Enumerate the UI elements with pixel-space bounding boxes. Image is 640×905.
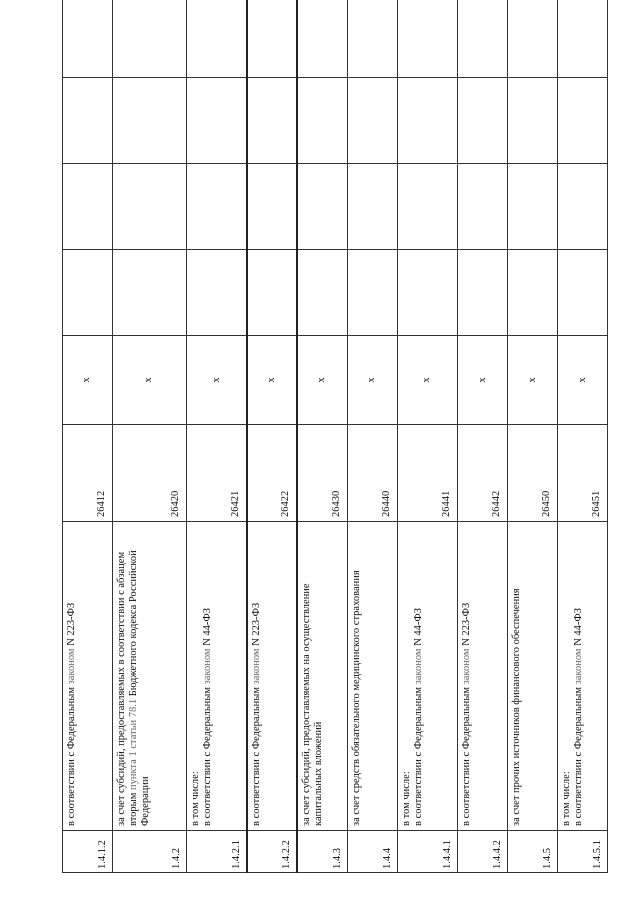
row-name xyxy=(112,522,186,831)
row-name-text: в том числе: в соответствии с Федеральным xyxy=(400,687,424,826)
table-row xyxy=(397,0,458,873)
row-name xyxy=(63,522,113,831)
empty-cell xyxy=(187,0,248,78)
row-x-mark: x xyxy=(63,336,113,425)
row-x-mark: x xyxy=(112,336,186,425)
empty-cell xyxy=(297,78,347,164)
empty-cell xyxy=(297,250,347,336)
empty-cell xyxy=(247,250,297,336)
row-name xyxy=(187,522,248,831)
empty-cell xyxy=(397,250,458,336)
empty-cell xyxy=(112,0,186,78)
row-name-text: за счет прочих источников финансового обеспечения xyxy=(511,588,523,826)
law-link[interactable]: законом xyxy=(573,648,585,685)
empty-cell xyxy=(508,0,558,78)
empty-cell xyxy=(297,164,347,250)
row-name xyxy=(297,522,347,831)
empty-cell xyxy=(247,78,297,164)
row-x-mark: x xyxy=(297,336,347,425)
law-link[interactable]: пункта 1 статьи 78.1 xyxy=(127,698,139,791)
empty-cell xyxy=(347,250,397,336)
law-link[interactable]: законом xyxy=(202,648,214,685)
empty-cell xyxy=(458,0,508,78)
table-row xyxy=(458,0,508,873)
row-name-tail: Бюджетного кодекса Российской Федерации xyxy=(127,550,151,826)
row-code: 1.4.2 xyxy=(112,831,186,873)
rotated-page xyxy=(62,49,608,873)
row-number: 26442 xyxy=(458,425,508,522)
row-name-text: в соответствии с Федеральным xyxy=(461,684,473,826)
table-row xyxy=(112,0,186,873)
law-link[interactable]: законом xyxy=(251,648,263,685)
row-name xyxy=(508,522,558,831)
empty-cell xyxy=(397,0,458,78)
row-x-mark: x xyxy=(558,336,608,425)
empty-cell xyxy=(508,78,558,164)
empty-cell xyxy=(347,164,397,250)
row-code: 1.4.5.1 xyxy=(558,831,608,873)
row-name-text: в соответствии с Федеральным xyxy=(251,684,263,826)
row-code: 1.4.2.2 xyxy=(247,831,297,873)
table-row xyxy=(247,0,297,873)
empty-cell xyxy=(558,164,608,250)
row-name-text: за счет средств обязательного медицинского страхования xyxy=(350,570,362,826)
row-name-text: за счет субсидий, предоставляемых в соответствии с абзацем вторым xyxy=(115,551,139,826)
row-name-text: в соответствии с Федеральным xyxy=(66,684,77,826)
row-name-tail: N 223-ФЗ xyxy=(66,602,77,649)
row-name-tail: N 44-ФЗ xyxy=(412,608,424,649)
row-name-text: в том числе: в соответствии с Федеральным xyxy=(561,687,585,826)
row-name-text: в том числе: в соответствии с Федеральным xyxy=(190,687,214,826)
law-link[interactable]: законом xyxy=(412,648,424,685)
table-row xyxy=(558,0,608,873)
row-number: 26451 xyxy=(558,425,608,522)
empty-cell xyxy=(458,164,508,250)
empty-cell xyxy=(63,0,113,78)
row-number: 26420 xyxy=(112,425,186,522)
empty-cell xyxy=(187,78,248,164)
row-name xyxy=(397,522,458,831)
empty-cell xyxy=(247,0,297,78)
row-name xyxy=(247,522,297,831)
empty-cell xyxy=(297,0,347,78)
law-link[interactable]: законом xyxy=(461,648,473,685)
empty-cell xyxy=(558,78,608,164)
row-name-tail: N 44-ФЗ xyxy=(573,608,585,649)
empty-cell xyxy=(187,250,248,336)
table-row xyxy=(63,0,113,873)
row-name xyxy=(347,522,397,831)
budget-table xyxy=(62,0,608,873)
row-x-mark: x xyxy=(458,336,508,425)
row-code: 1.4.2.1 xyxy=(187,831,248,873)
table-row xyxy=(187,0,248,873)
row-name-text: за счет субсидий, предоставляемых на осуществление капитальных вложений xyxy=(301,583,325,826)
empty-cell xyxy=(112,78,186,164)
empty-cell xyxy=(508,164,558,250)
empty-cell xyxy=(63,250,113,336)
table-row xyxy=(347,0,397,873)
row-name-tail: N 223-ФЗ xyxy=(251,602,263,649)
row-name xyxy=(458,522,508,831)
row-code: 1.4.4 xyxy=(347,831,397,873)
row-name-tail: N 44-ФЗ xyxy=(202,608,214,649)
empty-cell xyxy=(397,164,458,250)
empty-cell xyxy=(397,78,458,164)
table-row xyxy=(297,0,347,873)
empty-cell xyxy=(112,164,186,250)
row-number: 26412 xyxy=(63,425,113,522)
row-number: 26430 xyxy=(297,425,347,522)
empty-cell xyxy=(558,250,608,336)
row-x-mark: x xyxy=(508,336,558,425)
empty-cell xyxy=(247,164,297,250)
row-x-mark: x xyxy=(397,336,458,425)
row-number: 26450 xyxy=(508,425,558,522)
row-x-mark: x xyxy=(187,336,248,425)
row-x-mark: x xyxy=(247,336,297,425)
row-name-tail: N 223-ФЗ xyxy=(461,602,473,649)
table-row xyxy=(508,0,558,873)
row-code: 1.4.1.2 xyxy=(63,831,113,873)
row-x-mark: x xyxy=(347,336,397,425)
row-number: 26440 xyxy=(347,425,397,522)
empty-cell xyxy=(458,78,508,164)
row-number: 26422 xyxy=(247,425,297,522)
empty-cell xyxy=(187,164,248,250)
empty-cell xyxy=(558,0,608,78)
row-number: 26441 xyxy=(397,425,458,522)
row-number: 26421 xyxy=(187,425,248,522)
empty-cell xyxy=(63,78,113,164)
row-code: 1.4.5 xyxy=(508,831,558,873)
row-code: 1.4.3 xyxy=(297,831,347,873)
empty-cell xyxy=(112,250,186,336)
empty-cell xyxy=(347,78,397,164)
empty-cell xyxy=(458,250,508,336)
row-code: 1.4.4.2 xyxy=(458,831,508,873)
empty-cell xyxy=(508,250,558,336)
empty-cell xyxy=(63,164,113,250)
empty-cell xyxy=(347,0,397,78)
row-name xyxy=(558,522,608,831)
law-link[interactable]: законом xyxy=(66,648,77,685)
row-code: 1.4.4.1 xyxy=(397,831,458,873)
